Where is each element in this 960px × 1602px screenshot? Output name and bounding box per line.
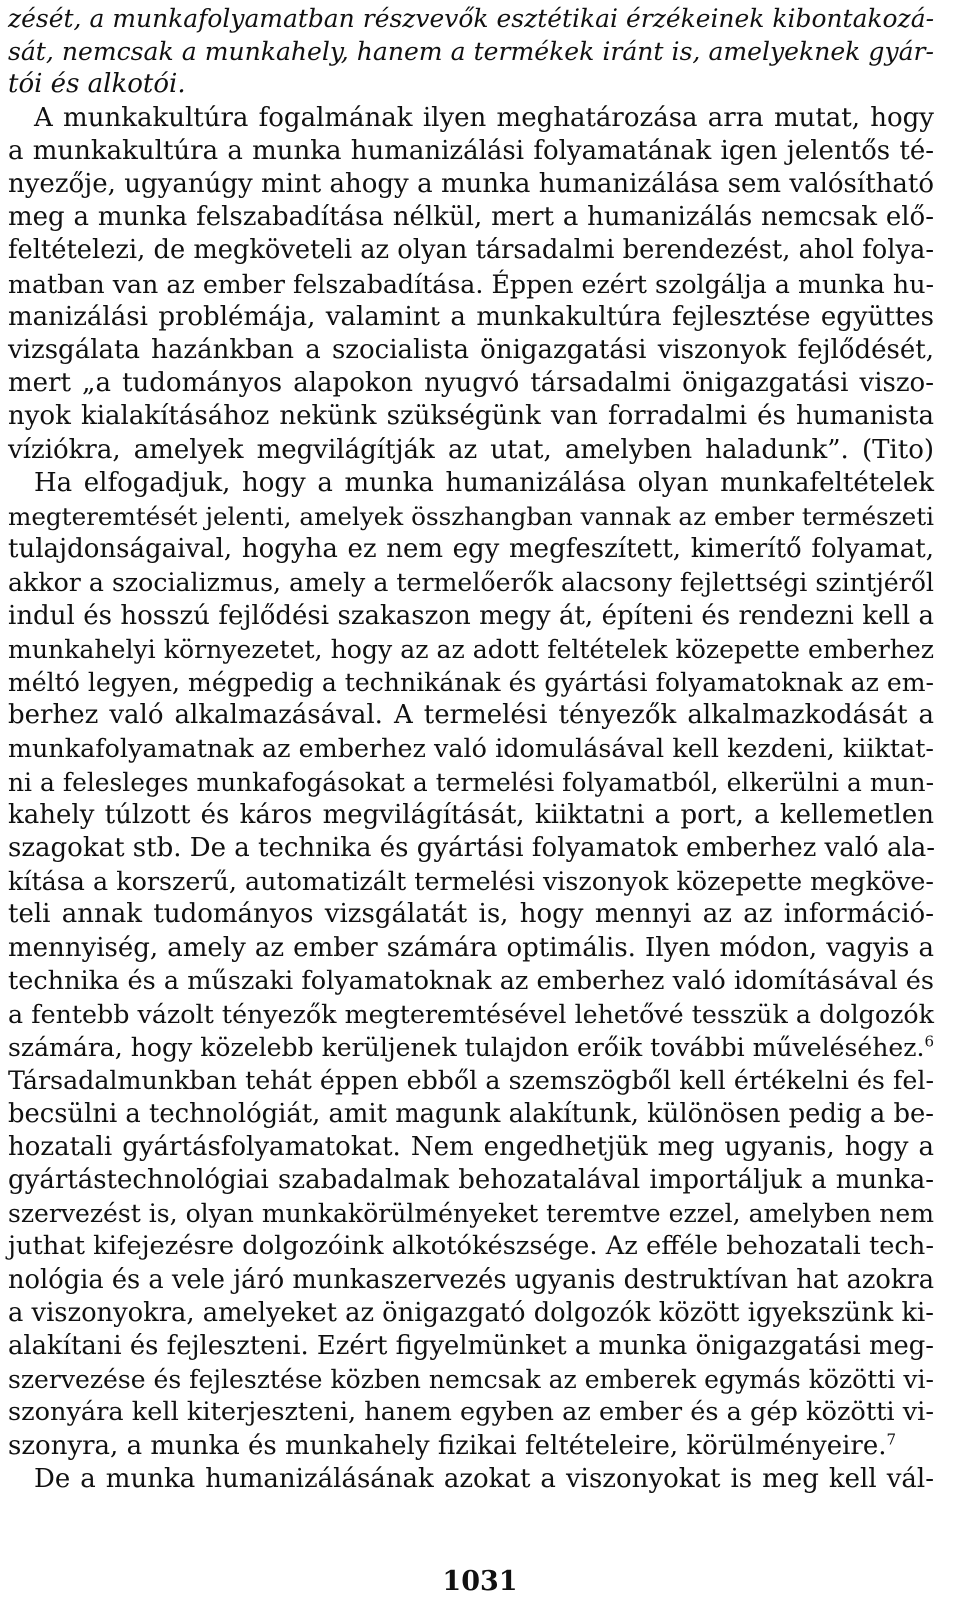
text-line: sát, nemcsak a munkahely, hanem a termékek iránt is, amelyeknek gyár- (8, 37, 934, 67)
text-line: zését, a munkafolyamatban részvevők esztétikai érzékeinek kibontakozá- (8, 4, 934, 33)
text-line: manizálási problémája, valamint a munkakultúra fejlesztése együttes (8, 301, 934, 332)
text-line-content: szonyra, a munka és munkahely fizikai feltételeire, körülményeire. (8, 1430, 887, 1461)
text-line: kítása a korszerű, automatizált termelési viszonyok közepette megköve- (8, 866, 934, 897)
text-line: a fentebb vázolt tényezők megteremtésével lehetővé tesszük a dolgozók (8, 1000, 934, 1029)
text-line: vizsgálata hazánkban a szocialista önigazgatási viszonyok fejlődését, (8, 335, 934, 365)
text-line: nológia és a vele járó munkaszervezés ugyanis destruktívan hat azokra (8, 1264, 935, 1295)
footnote-marker: 7 (886, 1429, 897, 1448)
text-line: feltételezi, de megköveteli az olyan társadalmi berendezést, ahol folya- (8, 235, 934, 266)
text-line: nyok kialakításához nekünk szükségünk van forradalmi és humanista (8, 401, 934, 432)
text-line-content: számára, hogy közelebb kerüljenek tulajdon erőik további műveléséhez. (8, 1033, 925, 1063)
text-line: indul és hosszú fejlődési szakaszon megy át, építeni és rendezni kell a (8, 600, 934, 631)
text-line: alakítani és fejleszteni. Ezért figyelmünket a munka önigazgatási meg- (8, 1331, 934, 1361)
text-line: meg a munka felszabadítása nélkül, mert a humanizálás nemcsak elő- (8, 202, 934, 233)
text-line: berhez való alkalmazásával. A termelési tényezők alkalmazkodását a (8, 700, 934, 731)
text-line: tulajdonságaival, hogyha ez nem egy megfeszített, kimerítő folyamat, (8, 534, 934, 565)
text-line: Társadalmunkban tehát éppen ebből a szemszögből kell értékelni és fel- (8, 1066, 934, 1096)
text-line: A munkakultúra fogalmának ilyen meghatározása arra mutat, hogy (34, 102, 934, 133)
text-line: szagokat stb. De a technika és gyártási folyamatok emberhez való ala- (8, 833, 936, 863)
text-line: szonyára kell kiterjeszteni, hanem egyben az ember és a gép közötti vi- (8, 1397, 934, 1428)
text-line: a viszonyokra, amelyeket az önigazgató dolgozók között igyekszünk ki- (8, 1297, 934, 1328)
text-line: munkahelyi környezetet, hogy az az adott feltételek közepette emberhez (8, 634, 934, 664)
text-line: teli annak tudományos vizsgálatát is, hogy mennyi az az információ- (8, 899, 934, 930)
text-line: akkor a szocializmus, amely a termelőerők alacsony fejlettségi szintjéről (8, 568, 934, 598)
text-line: gyártástechnológiai szabadalmak behozatalával importáljuk a munka- (8, 1165, 934, 1195)
text-line: szervezése és fejlesztése közben nemcsak az emberek egymás közötti vi- (8, 1365, 934, 1395)
text-line: szervezést is, olyan munkakörülményeket teremtve ezzel, amelyben nem (8, 1199, 934, 1229)
text-line: technika és a műszaki folyamatoknak az emberhez való idomításával és (8, 965, 934, 996)
text-line: Ha elfogadjuk, hogy a munka humanizálása olyan munkafeltételek (34, 467, 934, 498)
text-line: becsülni a technológiát, amit magunk alakítunk, különösen pedig a be- (8, 1098, 934, 1129)
text-line: mennyiség, amely az ember számára optimális. Ilyen módon, vagyis a (8, 932, 934, 963)
text-line: méltó legyen, mégpedig a technikának és gyártási folyamatoknak az em- (8, 668, 934, 697)
text-line: ni a felesleges munkafogásokat a termelési folyamatból, elkerülni a mun- (8, 767, 934, 797)
text-line (8, 1031, 934, 1064)
text-line: nyezője, ugyanúgy mint ahogy a munka humanizálása sem valósítható (8, 169, 934, 199)
text-line: tói és alkotói. (8, 69, 186, 100)
text-line: munkafolyamatnak az emberhez való idomulásával kell kezdeni, kiiktat- (8, 733, 934, 764)
text-line: megteremtését jelenti, amelyek összhangban vannak az ember természeti (8, 502, 934, 531)
text-line: matban van az ember felszabadítása. Éppen ezért szolgálja a munka hu- (8, 269, 934, 299)
text-line: juthat kifejezésre dolgozóink alkotókészsége. Az efféle behozatali tech- (8, 1231, 934, 1262)
footnote-marker: 6 (924, 1032, 934, 1051)
text-line: mert „a tudományos alapokon nyugvó társadalmi önigazgatási viszo- (8, 368, 934, 399)
text-line: víziókra, amelyek megvilágítják az utat, amelyben haladunk”. (Tito) (8, 434, 934, 465)
text-line: hozatali gyártásfolyamatokat. Nem engedhetjük meg ugyanis, hogy a (8, 1131, 934, 1162)
page-number: 1031 (442, 1566, 518, 1597)
text-line (8, 1430, 934, 1463)
text-line: De a munka humanizálásának azokat a viszonyokat is meg kell vál- (34, 1463, 934, 1494)
text-line: a munkakultúra a munka humanizálási folyamatának igen jelentős té- (8, 135, 934, 166)
text-line: kahely túlzott és káros megvilágítását, kiiktatni a port, a kellemetlen (8, 799, 934, 830)
